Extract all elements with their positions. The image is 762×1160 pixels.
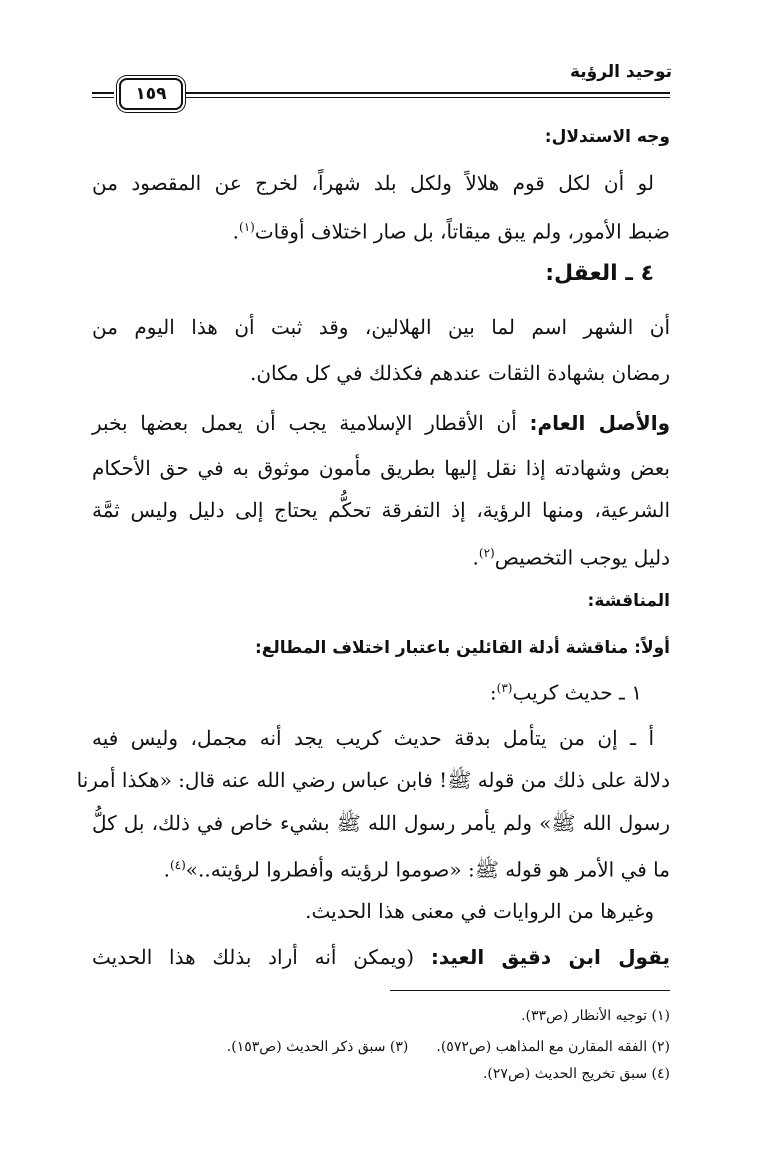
header-rule [186, 92, 670, 98]
text-line: رمضان بشهادة الثقات عندهم فكذلك في كل مكان. [250, 361, 670, 385]
text-line: بعض وشهادته إذا نقل إليها بطريق مأمون موثوق به في حق الأحكام [92, 456, 670, 480]
heading-first: أولاً: مناقشة أدلة القائلين باعتبار اختلاف المطالع: [254, 638, 670, 658]
footnote-rule [390, 990, 670, 991]
text-line: والأصل العام: أن الأقطار الإسلامية يجب أن يعمل بعضها بخبر [92, 411, 670, 435]
text-line: ما في الأمر هو قوله ﷺ: «صوموا لرؤيته وأفطروا لرؤيته..»$^{(٤)}$. [163, 857, 670, 882]
header-rule-left [92, 92, 114, 98]
text-line: دلالة على ذلك من قوله ﷺ! فابن عباس رضي الله عنه قال: «هكذا أمرنا [76, 768, 670, 792]
text-line: وغيرها من الروايات في معنى هذا الحديث. [305, 899, 654, 923]
text-line: أ ـ إن من يتأمل بدقة حديث كريب يجد أنه مجمل، وليس فيه [92, 726, 654, 750]
text-line: لو أن لكل قوم هلالاً ولكل بلد شهراً، لخرج عن المقصود من [92, 171, 654, 195]
text-line: رسول الله ﷺ» ولم يأمر رسول الله ﷺ بشيء خاص في ذلك، بل كلُّ [92, 811, 670, 835]
text-line: يقول ابن دقيق العيد: (ويمكن أنه أراد بذلك هذا الحديث [92, 945, 670, 969]
term-ibn-daqiq: يقول ابن دقيق العيد: [430, 945, 670, 969]
footnote: (١) توجيه الأنظار (ص٣٣). [521, 1008, 670, 1024]
text-line: ضبط الأمور، ولم يبق ميقاتاً، بل صار اختلاف أوقات$^{(١)}$. [232, 219, 670, 244]
term-general-principle: والأصل العام: [529, 411, 670, 435]
footnote-ref: (٢) [478, 546, 495, 560]
text-line: أن الشهر اسم لما بين الهلالين، وقد ثبت أن هذا اليوم من [92, 315, 670, 339]
footnote-ref: (٤) [169, 858, 186, 872]
heading-discussion: المناقشة: [587, 591, 670, 611]
text-line: دليل يوجب التخصيص$^{(٢)}$. [472, 545, 670, 570]
footnote-ref: (١) [239, 220, 255, 234]
running-title: توحيد الرؤية [569, 62, 672, 82]
text-line: ١ ـ حديث كريب$^{(٣)}$: [489, 680, 642, 705]
heading-reason: ٤ ـ العقل: [545, 261, 654, 286]
heading-evidence: وجه الاستدلال: [544, 127, 670, 147]
footnote: (٤) سبق تخريج الحديث (ص٢٧). [482, 1066, 670, 1082]
text-line: الشرعية، ومنها الرؤية، إذ التفرقة تحكُّم يحتاج إلى دليل وليس ثمَّة [92, 498, 670, 522]
footnote-ref: (٣) [496, 681, 513, 695]
footnote: (٢) الفقه المقارن مع المذاهب (ص٥٧٢).(٣) سبق ذكر الحديث (ص١٥٣). [226, 1039, 670, 1055]
page-number: ١٥٩ [119, 78, 183, 110]
